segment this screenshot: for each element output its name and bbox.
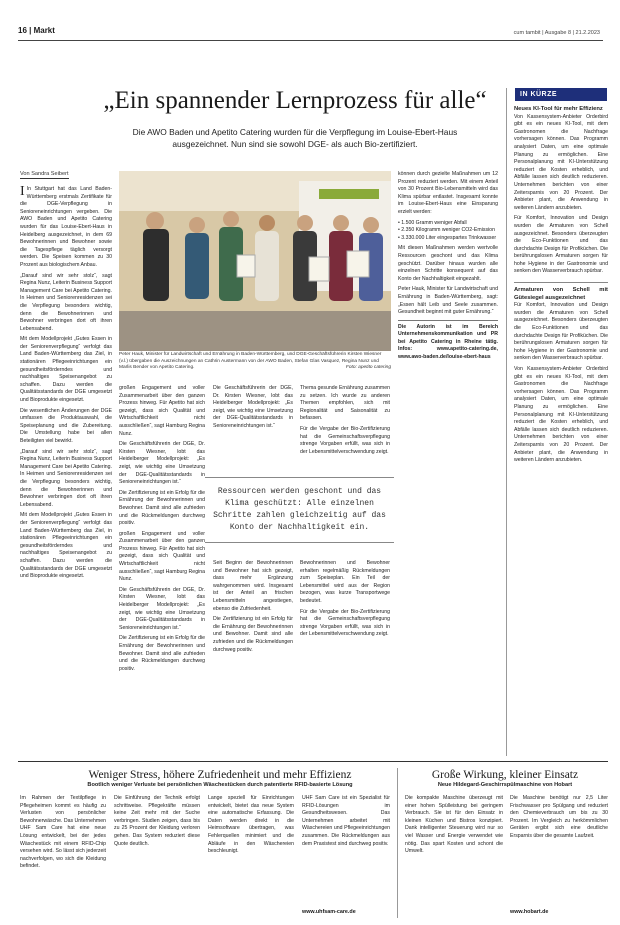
- bottom-left-col-1: [20, 795, 106, 917]
- bottom-left-heading: [50, 768, 390, 790]
- col4-paragraph-1: können durch gezielte Maßnahmen um 12 Prozent reduziert werden. Mit einem Anteil von 30 Prozent Bio-Lebensmitteln wird das Klima spürbar entlastet. Insgesamt konnte im Louise-Ebert-Haus eine Einsparung erzielt werden:: [398, 171, 498, 215]
- pull-quote: Ressourcen werden geschont und das Klima geschützt: Alle einzelnen Schritte zahlen gleichzeitig auf das Konto der Nachhaltigkeit ein.: [205, 477, 394, 543]
- photo-caption-text: Peter Hauk, Minister für Landwirtschaft und Ernährung in Baden-Württemberg, und DGE-Geschäftsführerin Kirsten Wiesner (v.l.) übergaben die Auszeichnungen an Cathrin Austermann von der AWO Baden, Stefan Glas Vasquez, Regina Nunz und Marlis Bender von Apetito Catering.: [119, 352, 382, 371]
- col2-paragraph-1: großen Engagement und voller Zusammenarbeit über den ganzen Prozess hinweg. Für Apetito hat sich gezeigt, dass sich Qualität und Wirtschaftlichkeit nicht ausschließen“, sagt Hamburg Regina Nunz.: [119, 385, 205, 437]
- bottom-left-col-4: [302, 795, 390, 907]
- bottom-right-col-1-text: Die kompakte Maschine überzeugt mit einer hohen Spülleistung bei geringem Verbrauch. Sie ist für den Einsatz in kleinen Küchen und Bistros konzipiert. Dank intelligenter Steuerung wird nur so viel Wasser und Energie verwendet wie nötig. Das spart Kosten und schont die Umwelt.: [405, 795, 503, 855]
- col4-paragraph-2: Mit diesen Maßnahmen werden wertvolle Ressourcen geschont und das Klima geschützt. Darüber hinaus wurden alle einzelnen Schritte konsequent auf das Konto der Nachhaltigkeit eingezahlt.: [398, 245, 498, 282]
- page-section: 16 | Markt: [18, 26, 55, 35]
- bottom-right-heading: [405, 768, 605, 790]
- col4-paragraph-3: Peter Hauk, Minister für Landwirtschaft und Ernährung in Baden-Württemberg, sagt: „Essen hält Leib und Seele zusammen. Gesundheit beginnt mit guter Ernährung.“: [398, 286, 498, 316]
- article-column-4: [398, 171, 498, 756]
- bottom-right-col-1: [405, 795, 503, 917]
- lower-col3-paragraph: Bewohnerinnen und Bewohner erhalten regelmäßig Rückmeldungen zum Speiseplan. Ein Teil der Lebensmittel wird aus der Region bezogen, was kurze Transportwege bedeutet.: [300, 560, 390, 604]
- col1-paragraph-3: Mit dem Modellprojekt „Gutes Essen in der Seniorenverpflegung“ verfolgt das Land Baden-Württemberg das Ziel, in stationären Pflegeeinrichtungen ein gesundheitsförderndes und nachhaltiges Speisenangebot zu schaffen. Dazu werden die Qualitätsstandards der DGE umgesetzt und Bioprodukte eingesetzt.: [20, 336, 112, 404]
- col4-list-2: • 2.350 Kilogramm weniger CO2-Emission: [398, 227, 495, 234]
- col4-list-1: • 1.500 Gramm weniger Abfall: [398, 219, 467, 226]
- subhead-line-1: Die AWO Baden und Apetito Catering wurden für die Verpflegung im Louise-Ebert-Haus: [132, 127, 458, 137]
- article-column-lower-3: [300, 560, 390, 756]
- bottom-section-rule: [18, 761, 608, 762]
- article-column-3b: [300, 385, 390, 469]
- col1-paragraph-2: „Darauf sind wir sehr stolz“, sagt Regina Nunz, Leiterin Business Support Management Care bei Apetito Catering. In Heimen und Seniorenresidenzen sei die Verpflegung besonders wichtig, denn die Bewohnerinnen und Bewohner verbringen dort oft ihren Lebensabend.: [20, 272, 112, 332]
- photo-credit: Foto: apetito catering: [345, 365, 391, 371]
- col2b-paragraph: Die Geschäftsführerin der DGE, Dr. Kirsten Wiesner, lobt das Heidelberger Modellprojekt: „Es zeigt, wie wichtig eine Umsetzung der DGE-Qualitätsstandards in Senioreneinrichtungen ist.“: [213, 385, 293, 429]
- award-photo: [119, 171, 391, 351]
- article-column-3a: [213, 385, 293, 469]
- col4-list-3: • 3.330.000 Liter eingespartes Trinkwasser: [398, 234, 497, 241]
- col2-paragraph-2: Die Geschäftsführerin der DGE, Dr. Kirsten Wiesner, lobt das Heidelberger Modellprojekt: „Es zeigt, wie wichtig eine Umsetzung der DGE-Qualitätsstandards in Senioreneinrichtungen ist.“: [119, 441, 205, 486]
- photo-caption: [119, 352, 391, 372]
- author-note: Die Autorin ist im Bereich Unternehmenskommunikation und PR bei Apetito Catering in Rheine tätig. Infos: www.apetito-catering.de, www.awo-baden.de/louise-ebert-haus: [398, 320, 498, 362]
- certificate: [237, 255, 255, 277]
- sidebar-item-2-body: Für Komfort, Innovation und Design wurden die Armaturen von Schell ausgezeichnet. Besonders überzeugten die Eco-Funktionen und das durchdachte Design für Profiküchen. Die berührungslosen Armaturen sorgen für hohe Hygiene in der Gastronomie und senken den Wasserverbrauch spürbar.: [514, 302, 608, 362]
- header-rule: [18, 40, 603, 41]
- col3-paragraph-2: Für die Vergabe der Bio-Zertifizierung hat die Gemeinschaftsverpflegung strenge Vorgaben erfüllt, was sich in der Lebensmittelverschwendung zeigt.: [300, 425, 390, 455]
- col1-paragraph-4: Die wesentlichen Änderungen der DGE umfassen die Produktauswahl, die Speiseplanung und die Zubereitung. Die Umstellung habe bei allen Beteiligten viel bewirkt.: [20, 407, 112, 444]
- bottom-left-col-4-text: UHF Sam Care ist ein Spezialist für RFID-Lösungen im Gesundheitswesen. Das Unternehmen arbeitet mit Wäschereien und Pflegeeinrichtungen zusammen. Die Rückmeldungen aus dem Praxistest sind durchweg positiv.: [302, 795, 390, 847]
- bottom-right-subtitle: Neue Hildegard-Geschirrspülmaschine von Hobart: [437, 782, 573, 788]
- col2-paragraph-3b: Die Zertifizierung ist ein Erfolg für die Ernährung der Bewohnerinnen und Bewohner. Damit sind alle zufrieden und die Rückmeldungen durchweg positiv.: [119, 635, 205, 672]
- issue-info: cum tambit | Ausgabe 8 | 21.2.2023: [513, 30, 600, 36]
- sidebar-item-1-body: Von Kassensystem-Anbieter Orderbird gibt es ein neues KI-Tool, mit dem Gastronomen die Nachfrage vorhersagen können. Das Programm analysiert Daten, um eine optimale Planung zu ermöglichen. Eine Personalplanung mit KI-Unterstützung reduziert die Kosten erheblich, und Abfälle lassen sich deutlich reduzieren. Unternehmen berichten von einer Zeitersparnis von 20 Prozent. Der Anbieter plant, die Anwendung in weiteren Ländern anzubieten.: [514, 113, 608, 211]
- drop-cap: I: [20, 186, 25, 199]
- bottom-right-title: Große Wirkung, kleiner Einsatz: [431, 769, 579, 781]
- article-headline: „Ein spannender Lernprozess für alle“: [103, 87, 487, 114]
- bottom-left-col-1-text: Im Rahmen der Textilpflege in Pflegeheimen kommt es häufig zu Verlusten von persönlicher Bewohnerwäsche. Das Unternehmen UHF Sam Care hat eine neue Lösung entwickelt, bei der jedes Wäschestück mit einem RFID-Chip versehen wird. So lässt sich jederzeit nachverfolgen, wo sich die Kleidung befindet.: [20, 795, 106, 870]
- lower-col3-paragraph-b: Für die Vergabe der Bio-Zertifizierung hat die Gemeinschaftsverpflegung strenge Vorgaben erfüllt, was sich in der Lebensmittelverschwendung zeigt.: [300, 608, 390, 638]
- bottom-left-url[interactable]: www.uhfsam-care.de: [302, 909, 356, 915]
- lower-col2-paragraph: Seit Beginn der Bewohnerinnen und Bewohner hat sich gezeigt, dass mehr Ergänzung wahrgenommen wird. Insgesamt ist der Anteil an frischen Lebensmitteln angestiegen, ebenso die Zufriedenheit.: [213, 560, 293, 612]
- article-subhead: [40, 126, 550, 150]
- article-column-lower-2: [213, 560, 293, 756]
- sidebar-tag: [515, 88, 607, 101]
- bottom-left-col-3: [208, 795, 294, 917]
- col1-paragraph-2b: „Darauf sind wir sehr stolz“, sagt Regina Nunz, Leiterin Business Support Management Care bei Apetito Catering. In Heimen und Seniorenresidenzen sei die Verpflegung besonders wichtig, denn die Bewohnerinnen und Bewohner verbringen dort oft ihren Lebensabend.: [20, 448, 112, 508]
- col3-paragraph-1: Thema gesunde Ernährung zusammen zu setzen. Ich wurde zu anderen Themen empfohlen, sich mit Regionalität und Saisonalität zu befassen.: [300, 385, 390, 422]
- award-photo-illustration: [119, 171, 391, 351]
- article-column-1: [20, 186, 112, 756]
- sidebar-column: [514, 106, 608, 756]
- sidebar-separator: [514, 282, 608, 283]
- col1-paragraph-3b: Mit dem Modellprojekt „Gutes Essen in der Seniorenverpflegung“ verfolgt das Land Baden-Württemberg das Ziel, in stationären Pflegeeinrichtungen ein gesundheitsförderndes und nachhaltiges Speisenangebot zu schaffen. Dazu werden die Qualitätsstandards der DGE umgesetzt und Bioprodukte eingesetzt.: [20, 512, 112, 580]
- col2-paragraph-2b: Die Geschäftsführerin der DGE, Dr. Kirsten Wiesner, lobt das Heidelberger Modellprojekt: „Es zeigt, wie wichtig eine Umsetzung der DGE-Qualitätsstandards in Senioreneinrichtungen ist.“: [119, 586, 205, 631]
- byline: Von Sandra Seibert: [20, 171, 69, 177]
- bottom-left-col-3-text: Lange speziell für Einrichtungen entwickelt, bietet das neue System eine automatische Erfassung. Die Daten werden direkt in die Heimsoftware übertragen, was Fehlerquellen minimiert und die Abläufe in den Wäschereien beschleunigt.: [208, 795, 294, 855]
- bottom-right-col-2-text: Die Maschine benötigt nur 2,5 Liter Frischwasser pro Spülgang und reduziert den Chemieverbrauch um bis zu 30 Prozent. Im Vergleich zu herkömmlichen Geräten ergibt sich eine deutliche Ersparnis über die gesamte Laufzeit.: [510, 795, 608, 839]
- sidebar-item-2-title: Armaturen von Schell mit Gütesiegel ausgezeichnet: [514, 287, 608, 301]
- sidebar-item-1-title: Neues KI-Tool für mehr Effizienz: [514, 106, 603, 112]
- bottom-left-col-2: [114, 795, 200, 917]
- col1-paragraph-1: In Stuttgart hat das Land Baden-Württemberg erstmals Zertifikate für die DGE-Verpflegung in Senioreneinrichtungen vergeben. Die AWO Baden und Apetito Catering wurden für das Louise-Ebert-Haus in Heidelberg ausgezeichnet, in dem 69 Bewohnerinnen und Bewohner sowie die Tagespflege täglich versorgt werden. Die Speisen kommen zu 30 Prozent aus biologischem Anbau.: [20, 186, 112, 268]
- lower-col2-paragraph-b: Die Zertifizierung ist ein Erfolg für die Ernährung der Bewohnerinnen und Bewohner. Damit sind alle zufrieden und die Rückmeldungen durchweg positiv.: [213, 616, 293, 653]
- bottom-right-col-2: [510, 795, 608, 903]
- col2-paragraph-1b: großen Engagement und voller Zusammenarbeit über den ganzen Prozess hinweg. Für Apetito hat sich gezeigt, dass sich Qualität und Wirtschaftlichkeit nicht ausschließen“, sagt Hamburg Regina Nunz.: [119, 530, 205, 583]
- banner-logo: [319, 189, 379, 199]
- bottom-left-col-2-text: Die Einführung der Technik erfolgt schrittweise. Pflegekräfte müssen keine Zeit mehr mit der Suche verbringen. Studien zeigen, dass bis zu 25 Prozent der Kleidung verloren gehen. Das System reduziert diese Quote deutlich.: [114, 795, 200, 847]
- bottom-left-title: Weniger Stress, höhere Zufriedenheit und mehr Effizienz: [88, 769, 352, 781]
- col2-paragraph-3: Die Zertifizierung ist ein Erfolg für die Ernährung der Bewohnerinnen und Bewohner. Damit sind alle zufrieden und die Rückmeldungen durchweg positiv.: [119, 489, 205, 527]
- sidebar-item-2-body-b: Von Kassensystem-Anbieter Orderbird gibt es ein neues KI-Tool, mit dem Gastronomen die Nachfrage vorhersagen können. Das Programm analysiert Daten, um eine optimale Planung zu ermöglichen. Eine Personalplanung mit KI-Unterstützung reduziert die Kosten erheblich, und Abfälle lassen sich deutlich reduzieren. Unternehmen berichten von einer Zeitersparnis von 20 Prozent. Der Anbieter plant, die Anwendung in weiteren Ländern anzubieten.: [514, 366, 608, 464]
- article-column-2: [119, 385, 205, 755]
- bottom-divider: [397, 768, 398, 918]
- sidebar-item-1-body-b: Für Komfort, Innovation und Design wurden die Armaturen von Schell ausgezeichnet. Besonders überzeugten die Eco-Funktionen und das durchdachte Design für Profiküchen. Die berührungslosen Armaturen sorgen für hohe Hygiene in der Gastronomie und senken den Wasserverbrauch spürbar.: [514, 215, 608, 275]
- bottom-left-subtitle: Bootlich weniger Verluste bei persönlichen Wäschestücken durch patentierte RFID-basierte Lösung: [87, 782, 353, 788]
- sidebar-divider: [506, 88, 507, 756]
- subhead-line-2: ausgezeichnet. Nun sind sie sowohl DGE- als auch Bio-zertifiziert.: [172, 139, 418, 149]
- bottom-right-url[interactable]: www.hobart.de: [510, 909, 549, 915]
- sidebar-tag-label: IN KÜRZE: [520, 91, 558, 98]
